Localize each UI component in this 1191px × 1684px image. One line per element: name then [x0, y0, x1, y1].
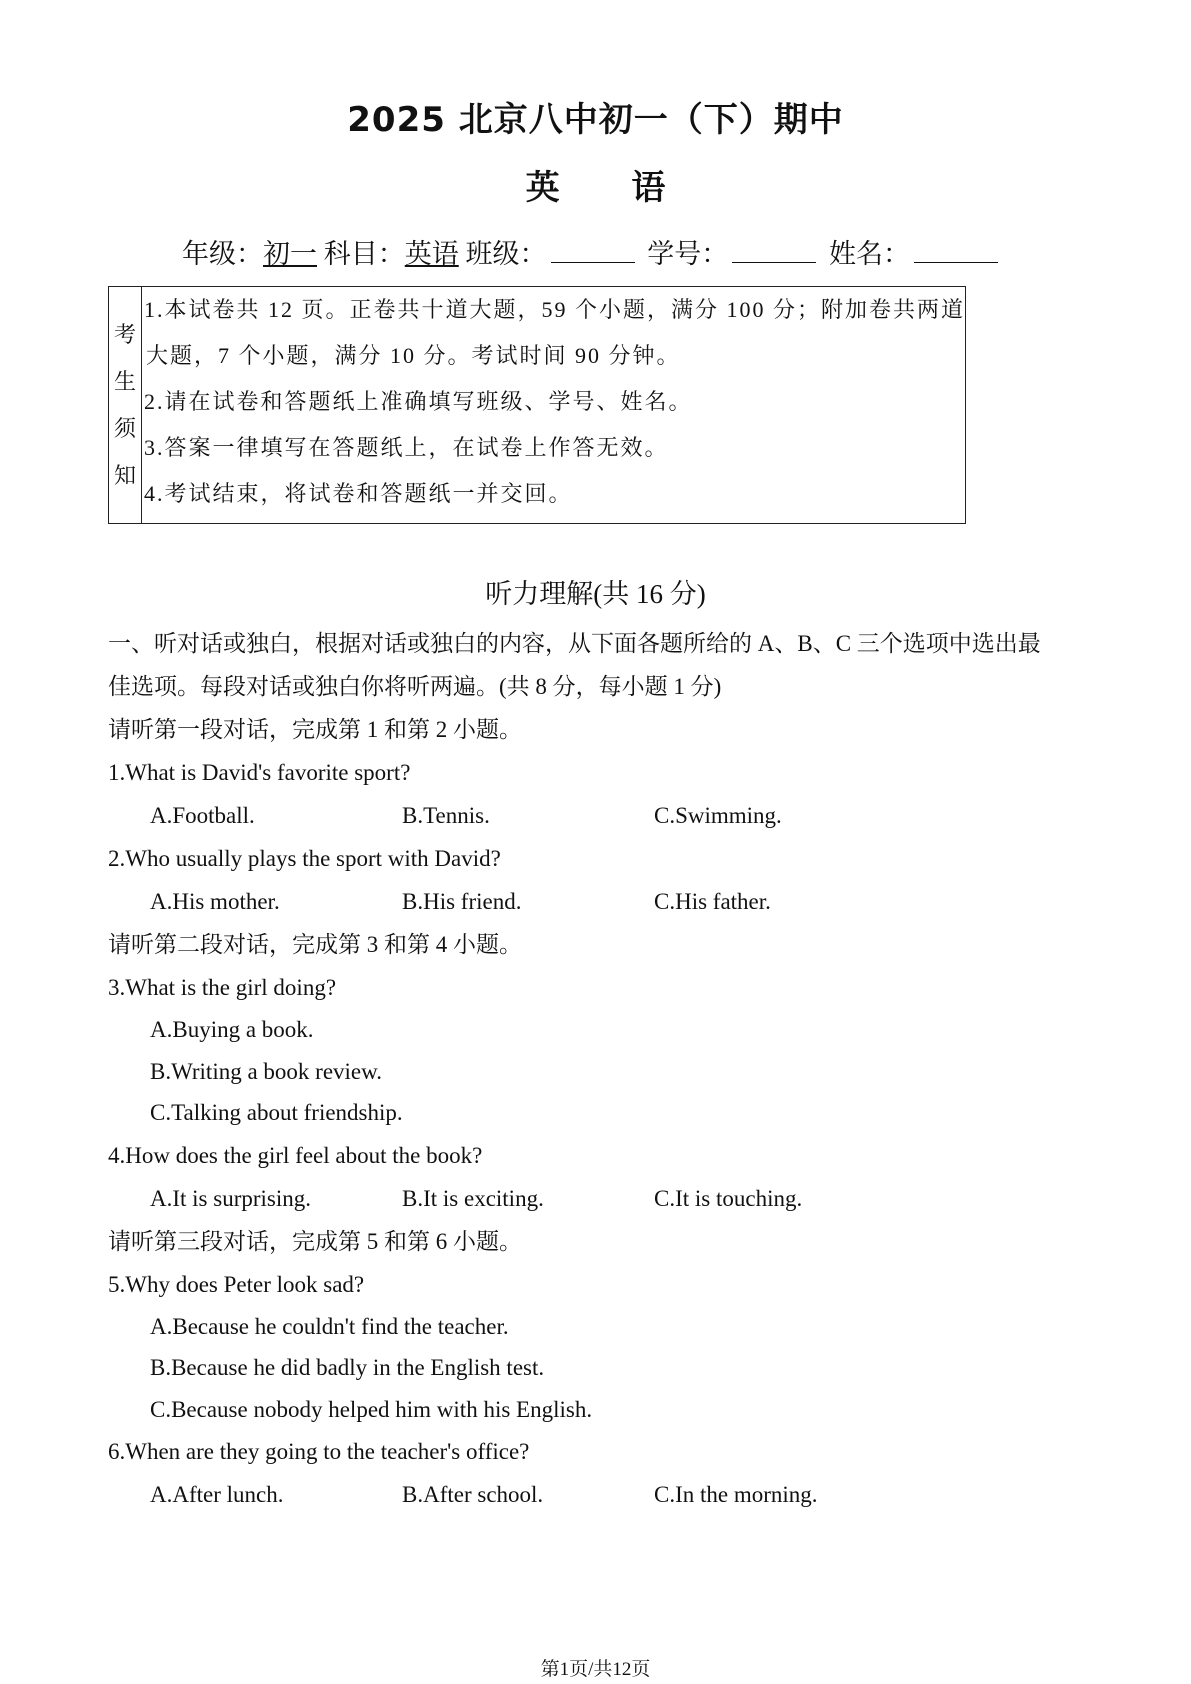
notice-line: 4.考试结束，将试卷和答题纸一并交回。 — [143, 481, 573, 506]
grade-value: 初一 — [263, 239, 317, 269]
exam-notice-box — [108, 286, 966, 524]
notice-label-char: 知 — [113, 463, 136, 488]
dialog-prompt: 请听第一段对话，完成第 1 和第 2 小题。 — [108, 717, 522, 742]
option-c: C.His father. — [654, 889, 771, 914]
option-a: A.His mother. — [150, 889, 280, 914]
exam-title: 2025 北京八中初一（下）期中 — [347, 100, 844, 140]
question-2-options — [108, 880, 1098, 923]
notice-line: 2.请在试卷和答题纸上准确填写班级、学号、姓名。 — [143, 389, 693, 414]
question-4: 4.How does the girl feel about the book? — [108, 1142, 483, 1168]
question-6: 6.When are they going to the teacher's office? — [108, 1439, 530, 1464]
notice-line: 3.答案一律填写在答题纸上，在试卷上作答无效。 — [143, 435, 669, 460]
course-value: 英语 — [404, 239, 459, 269]
notice-label-char: 考 — [113, 322, 136, 347]
id-blank[interactable] — [732, 238, 816, 263]
option-b: B.Because he did badly in the English test. — [150, 1355, 545, 1380]
option-a: A.After lunch. — [150, 1482, 284, 1507]
question-1-options — [108, 794, 1098, 837]
page-number: 第1页/共12页 — [540, 1659, 651, 1680]
option-a: A.It is surprising. — [150, 1185, 311, 1211]
option-b: B.Writing a book review. — [150, 1058, 382, 1084]
option-a: A.Football. — [150, 803, 255, 828]
option-c: C.Swimming. — [654, 803, 782, 828]
notice-line: 大题，7 个小题，满分 10 分。考试时间 90 分钟。 — [145, 343, 681, 368]
option-b: B.His friend. — [402, 889, 522, 914]
question-4-options — [108, 1177, 1098, 1220]
section-heading: 听力理解(共 16 分) — [485, 579, 706, 609]
option-b: B.Tennis. — [402, 803, 490, 828]
notice-label — [109, 287, 142, 523]
option-a: A.Because he couldn't find the teacher. — [150, 1313, 509, 1339]
option-c: C.Because nobody helped him with his English. — [150, 1396, 593, 1422]
dialog-prompt: 请听第三段对话，完成第 5 和第 6 小题。 — [108, 1228, 522, 1254]
grade-label: 年级： — [182, 239, 263, 269]
question-3: 3.What is the girl doing? — [108, 975, 337, 1000]
option-c: C.It is touching. — [654, 1185, 803, 1211]
notice-label-char: 生 — [113, 369, 136, 394]
instruction-line: 一、听对话或独白，根据对话或独白的内容，从下面各题所给的 A、B、C 三个选项中选出最 — [108, 631, 1041, 656]
notice-line: 1.本试卷共 12 页。正卷共十道大题，59 个小题，满分 100 分；附加卷共两道 — [143, 297, 965, 322]
option-c: C.Talking about friendship. — [150, 1100, 403, 1125]
class-blank[interactable] — [551, 238, 635, 263]
id-label: 学号： — [647, 239, 729, 269]
option-b: B.It is exciting. — [402, 1185, 544, 1211]
name-blank[interactable] — [914, 238, 998, 263]
listening-section — [108, 622, 1098, 1516]
option-c: C.In the morning. — [654, 1482, 818, 1507]
instruction-line: 佳选项。每段对话或独白你将听两遍。(共 8 分，每小题 1 分) — [108, 674, 722, 699]
class-label: 班级： — [465, 239, 547, 269]
option-a: A.Buying a book. — [150, 1017, 314, 1042]
notice-body — [142, 287, 965, 523]
question-5: 5.Why does Peter look sad? — [108, 1271, 365, 1297]
question-2: 2.Who usually plays the sport with David? — [108, 846, 501, 871]
option-b: B.After school. — [402, 1482, 544, 1507]
student-info-line — [182, 232, 1062, 271]
question-6-options — [108, 1473, 1098, 1516]
dialog-prompt: 请听第二段对话，完成第 3 和第 4 小题。 — [108, 932, 522, 957]
course-label: 科目： — [323, 239, 405, 269]
question-1: 1.What is David's favorite sport? — [108, 760, 411, 785]
name-label: 姓名： — [829, 239, 910, 269]
notice-label-char: 须 — [113, 416, 136, 441]
exam-subject: 英 语 — [525, 168, 666, 208]
